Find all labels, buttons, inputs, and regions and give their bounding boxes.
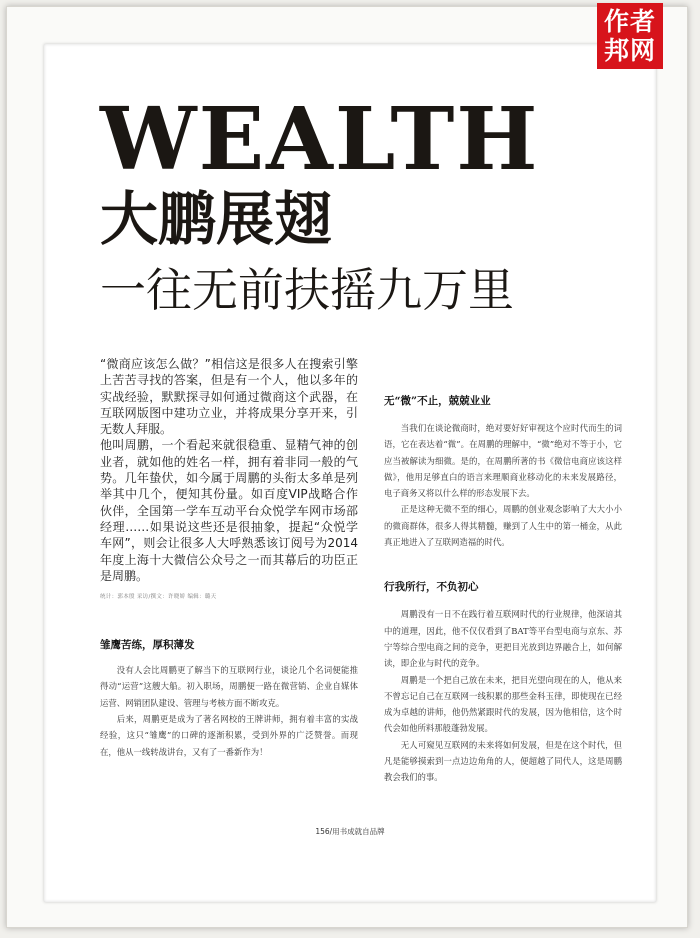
body-paragraph: 周鹏没有一日不在践行着互联网时代的行业规律，他深谙其中的道理，因此，他不仅仅看到了BAT等平台型电商与京东、苏宁等综合型电商之间的竞争，更把目光放到边界融合上，如何解读，即企业与时代的竞争。 <box>384 609 622 669</box>
intro-paragraph: “微商应该怎么做？”相信这是很多人在搜索引擎上苦苦寻找的答案，但是有一个人，他以多年的实战经验，默默探寻如何通过微商这个武器，在互联网版图中建功立业，并将成果分享开来，引无数人拜服。 <box>100 357 358 437</box>
article-credit: 统计：郭本殷 采访/撰文：许晓娇 编辑：璐天 <box>100 594 217 601</box>
body-paragraph: 正是这种无微不至的细心，周鹏的创业观念影响了大大小小的微商群体，很多人得其精髓，赚到了人生中的第一桶金，从此真正地进入了互联网造福的时代。 <box>384 504 622 548</box>
logo-line-2: 邦网 <box>603 36 656 65</box>
section-heading: 雏鹰苦练，厚积薄发 <box>100 639 195 652</box>
article-section <box>100 638 358 760</box>
article-section <box>384 394 622 550</box>
section-heading: 无“微”不止，兢兢业业 <box>384 395 491 407</box>
body-paragraph: 无人可窥见互联网的未来将如何发展，但是在这个时代，但凡是能够摸索到一点边边角角的人，便超越了同代人，这是周鹏教会我们的事。 <box>384 739 622 783</box>
body-paragraph: 当我们在谈论微商时，绝对要好好审视这个应时代而生的词语，它在表达着“微”。在周鹏的理解中，“微”绝对不等于小，它应当被解读为细微。是的，在周鹏所著的书《微信电商应该这样做》，他用足够直白的语言来理顺商业移动化的未来发展路径，电子商务又将以什么样的形态发展下去。 <box>384 423 622 499</box>
page-folio: 156/用书成就自品牌 <box>315 827 385 836</box>
left-column <box>100 356 358 760</box>
body-paragraph: 周鹏是一个把自己放在未来，把目光望向现在的人，他从来不曾忘记自己在互联网一线积累的那些金科玉律，即使现在已经成为卓越的讲师，他仍然紧跟时代的发展，因为他相信，这个时代会如他所料那般蓬勃发展。 <box>384 674 622 734</box>
article-section <box>384 580 622 785</box>
section-heading: 行我所行，不负初心 <box>384 581 479 594</box>
body-paragraph: 后来，周鹏更是成为了著名网校的王牌讲师，拥有着丰富的实战经验，这只“雏鹰”的口碑的逐渐积累，受到外界的广泛赞誉。而现在，他从一线转战讲台，又有了一番新作为！ <box>100 714 358 757</box>
article-subtitle: 一往无前扶摇九万里 <box>100 263 514 317</box>
right-column <box>384 394 622 786</box>
logo-line-1: 作者 <box>603 7 656 36</box>
body-paragraph: 没有人会比周鹏更了解当下的互联网行业，谈论几个名词便能推得动“运营”这艘大船。初入职场，周鹏便一路在微营销、企业自媒体运营、网销团队建设、管理与考核方面不断攻克。 <box>100 665 358 708</box>
brand-logo[interactable] <box>597 3 663 69</box>
article-title: 大鹏展翅 <box>100 185 333 253</box>
wealth-heading: WEALTH <box>100 89 540 190</box>
intro-paragraph: 他叫周鹏，一个看起来就很稳重、显精气神的创业者，就如他的姓名一样，拥有着非同一般的气势。几年蛰伏，如今属于周鹏的头衔太多单是列举其中几个，便知其份量。如百度VIP战略合作伙伴，全国第一学车互动平台众悦学车网市场部经理……如果说这些还是很抽象，提起“众悦学车网”，则会让很多人大呼熟悉该订阅号为2014年度上海十大微信公众号之一而其幕后的功臣正是周鹏。 <box>100 438 358 583</box>
